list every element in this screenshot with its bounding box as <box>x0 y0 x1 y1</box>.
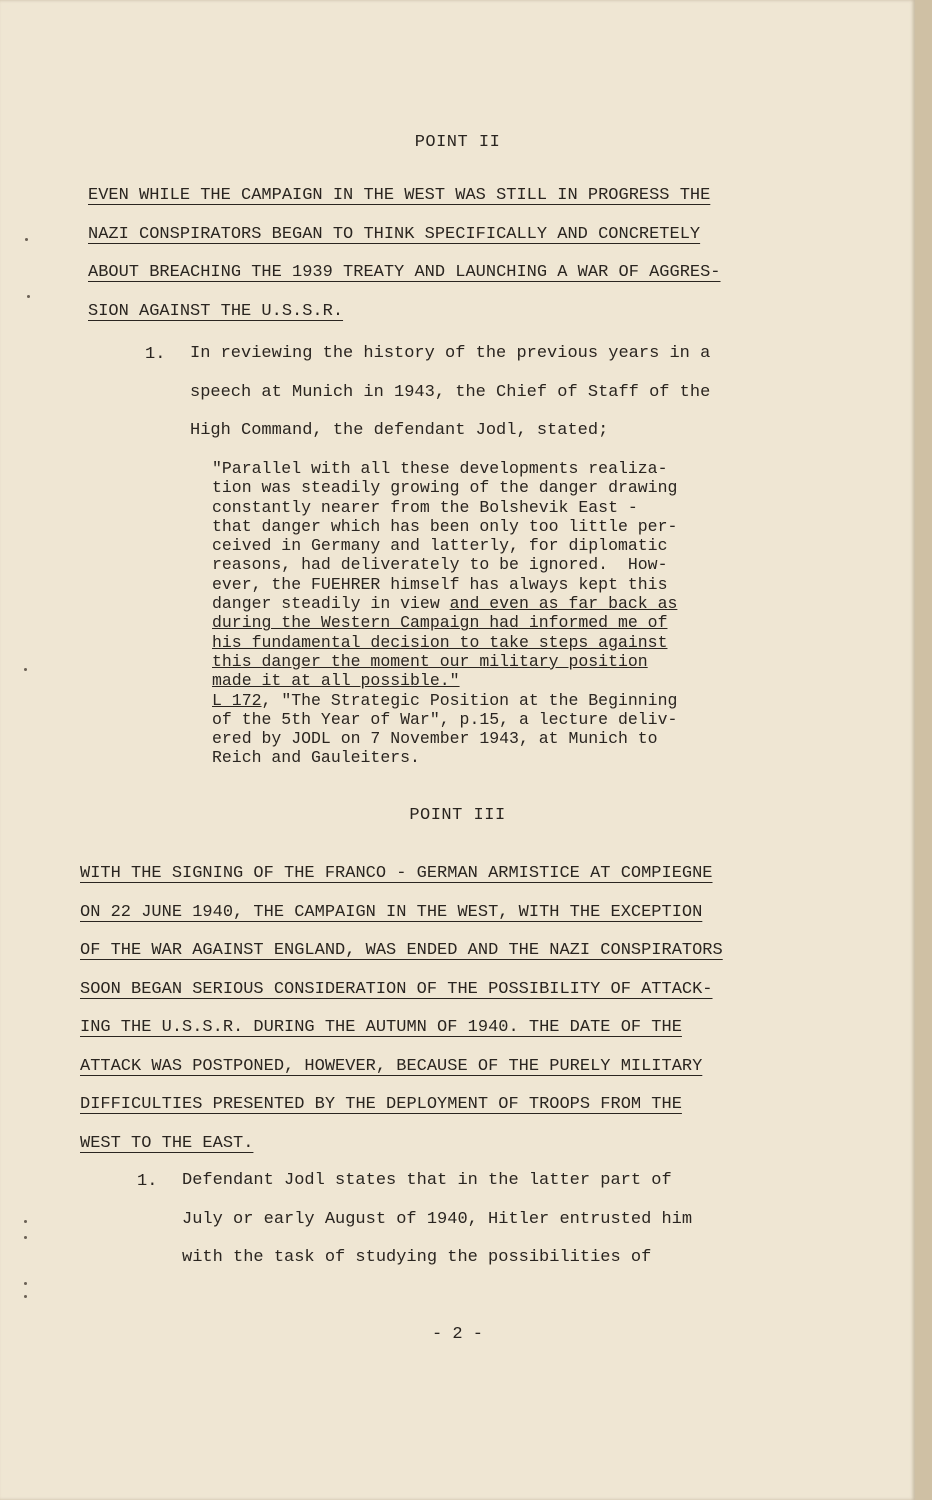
quote-line: this danger the moment our military position <box>212 651 648 671</box>
point-iii-heading <box>80 855 723 1163</box>
quote-underlined-text: and even as far back as <box>449 594 678 614</box>
quote-line: ever, the FUEHRER himself has always kept this <box>212 574 668 594</box>
citation-ref: L 172 <box>212 690 262 710</box>
page-number: - 2 - <box>431 1325 483 1344</box>
heading-line: NAZI CONSPIRATORS BEGAN TO THINK SPECIFICALLY AND CONCRETELY <box>88 224 701 244</box>
heading-line: ABOUT BREACHING THE 1939 TREATY AND LAUNCHING A WAR OF AGGRES- <box>88 263 721 282</box>
margin-mark <box>25 238 28 241</box>
jodl-quotation <box>212 459 677 768</box>
margin-mark <box>24 1220 27 1223</box>
margin-mark <box>24 1295 27 1298</box>
item-line: High Command, the defendant Jodl, stated; <box>190 421 609 440</box>
quote-line: constantly nearer from the Bolshevik East - <box>212 497 638 517</box>
quote-line: ceived in Germany and latterly, for diplomatic <box>212 536 668 556</box>
citation-text: , "The Strategic Position at the Beginning <box>261 690 678 710</box>
quote-plain-text: danger steadily in view <box>212 594 450 614</box>
heading-line: WEST TO THE EAST. <box>80 1133 254 1153</box>
quote-line: tion was steadily growing of the danger drawing <box>212 478 678 498</box>
heading-line: ING THE U.S.S.R. DURING THE AUTUMN OF 1940. THE DATE OF THE <box>80 1018 682 1037</box>
quote-line: "Parallel with all these developments realiza- <box>212 459 668 478</box>
quote-line: his fundamental decision to take steps against <box>212 632 668 652</box>
item-line: July or early August of 1940, Hitler entrusted him <box>182 1209 693 1229</box>
point-ii-item-number: 1. <box>145 345 166 364</box>
item-line: with the task of studying the possibilities of <box>182 1248 652 1267</box>
heading-line: EVEN WHILE THE CAMPAIGN IN THE WEST WAS STILL IN PROGRESS THE <box>88 186 711 205</box>
item-line: In reviewing the history of the previous years in a <box>190 344 711 363</box>
citation-line <box>212 691 677 710</box>
point-iii-title: POINT III <box>409 806 506 825</box>
page-edge <box>915 0 932 1500</box>
citation-line: Reich and Gauleiters. <box>212 748 420 768</box>
quote-line: made it at all possible." <box>212 671 460 691</box>
item-line: Defendant Jodl states that in the latter part of <box>182 1171 672 1190</box>
point-ii-item-text <box>190 335 710 451</box>
margin-mark <box>24 1282 27 1285</box>
point-ii-heading <box>88 177 721 331</box>
citation-line: ered by JODL on 7 November 1943, at Munich to <box>212 729 658 749</box>
quote-line: reasons, had deliverately to be ignored. How- <box>212 555 668 575</box>
point-iii-item-text <box>182 1162 692 1278</box>
margin-mark <box>27 295 30 298</box>
margin-mark <box>24 668 27 671</box>
heading-line: OF THE WAR AGAINST ENGLAND, WAS ENDED AND THE NAZI CONSPIRATORS <box>80 941 723 960</box>
margin-mark <box>24 1236 27 1239</box>
quote-line: that danger which has been only too little per- <box>212 516 678 536</box>
citation-line: of the 5th Year of War", p.15, a lecture deliv- <box>212 709 678 729</box>
heading-line: ON 22 JUNE 1940, THE CAMPAIGN IN THE WEST, WITH THE EXCEPTION <box>80 902 703 922</box>
item-line: speech at Munich in 1943, the Chief of Staff of the <box>190 382 711 402</box>
quote-line <box>212 594 677 613</box>
heading-line: SION AGAINST THE U.S.S.R. <box>88 301 344 321</box>
heading-line: WITH THE SIGNING OF THE FRANCO - GERMAN ARMISTICE AT COMPIEGNE <box>80 864 713 883</box>
heading-line: ATTACK WAS POSTPONED, HOWEVER, BECAUSE OF THE PURELY MILITARY <box>80 1056 703 1076</box>
heading-line: DIFFICULTIES PRESENTED BY THE DEPLOYMENT OF TROOPS FROM THE <box>80 1095 682 1114</box>
quote-line: during the Western Campaign had informed me of <box>212 613 668 633</box>
point-ii-title: POINT II <box>414 133 501 152</box>
point-iii-item-number: 1. <box>137 1172 158 1191</box>
heading-line: SOON BEGAN SERIOUS CONSIDERATION OF THE POSSIBILITY OF ATTACK- <box>80 979 713 999</box>
